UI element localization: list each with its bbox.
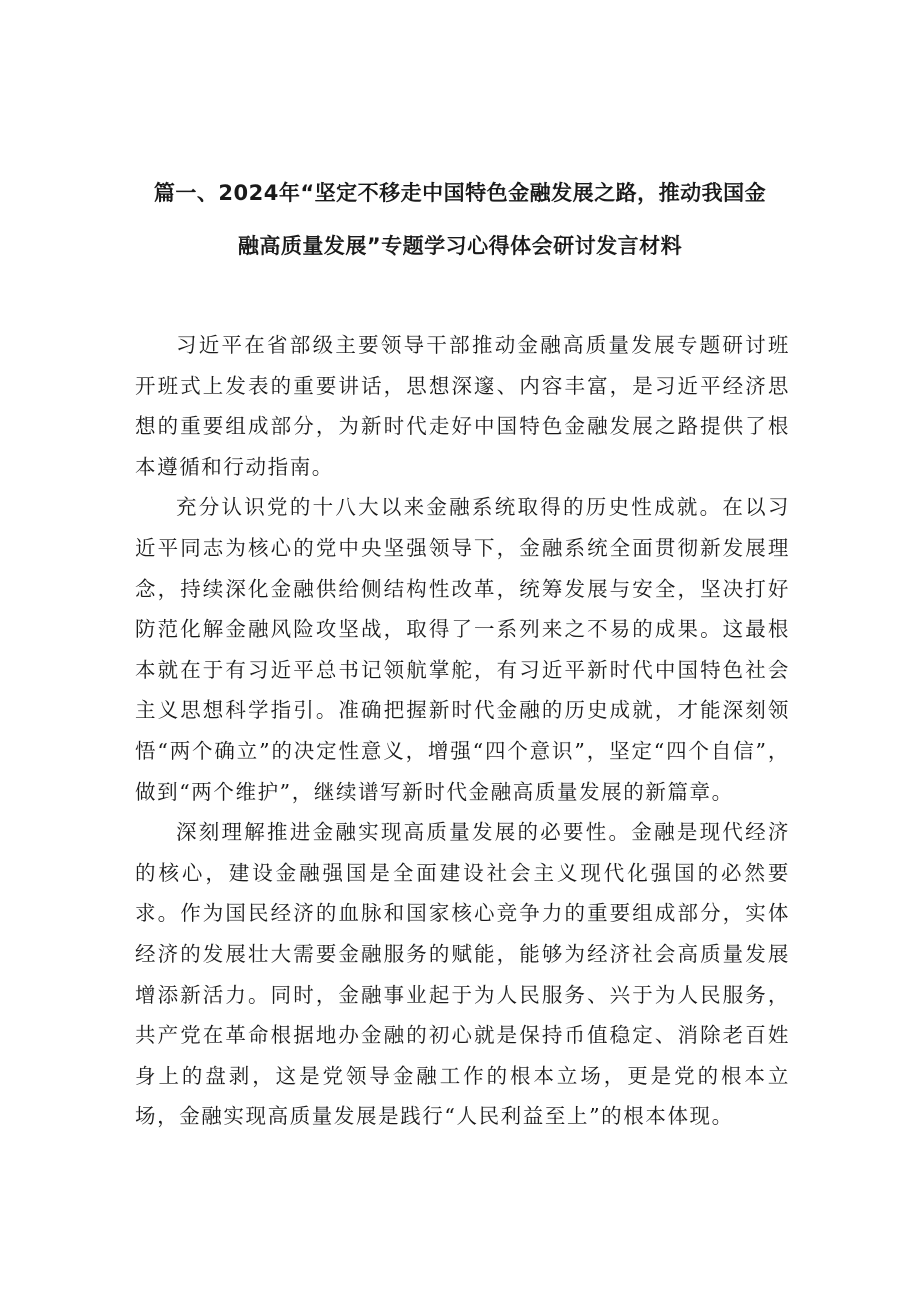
paragraph-2: 充分认识党的十八大以来金融系统取得的历史性成就。在以习近平同志为核心的党中央坚强领导下，金融系统全面贯彻新发展理念，持续深化金融供给侧结构性改革，统筹发展与安全，坚决打好防范化解金融风险攻坚战，取得了一系列来之不易的成果。这最根本就在于有习近平总书记领航掌舵，有习近平新时代中国特色社会主义思想科学指引。准确把握新时代金融的历史成就，才能深刻领悟“两个确立”的决定性意义，增强“四个意识”，坚定“四个自信”，做到“两个维护”，继续谱写新时代金融高质量发展的新篇章。 [135,495,790,804]
document-title-line-1: 篇一、2024年“坚定不移走中国特色金融发展之路，推动我国金 [153,181,767,205]
document-body [135,325,790,1137]
paragraph-1: 习近平在省部级主要领导干部推动金融高质量发展专题研讨班开班式上发表的重要讲话，思想深邃、内容丰富，是习近平经济思想的重要组成部分，为新时代走好中国特色金融发展之路提供了根本遵循和行动指南。 [135,333,790,479]
document-title-line-2: 融高质量发展”专题学习心得体会研讨发言材料 [237,234,683,258]
paragraph-3: 深刻理解推进金融实现高质量发展的必要性。金融是现代经济的核心，建设金融强国是全面建设社会主义现代化强国的必然要求。作为国民经济的血脉和国家核心竞争力的重要组成部分，实体经济的发展壮大需要金融服务的赋能，能够为经济社会高质量发展增添新活力。同时，金融事业起于为人民服务、兴于为人民服务，共产党在革命根据地办金融的初心就是保持币值稳定、消除老百姓身上的盘剥，这是党领导金融工作的根本立场，更是党的根本立场，金融实现高质量发展是践行“人民利益至上”的根本体现。 [135,820,790,1129]
